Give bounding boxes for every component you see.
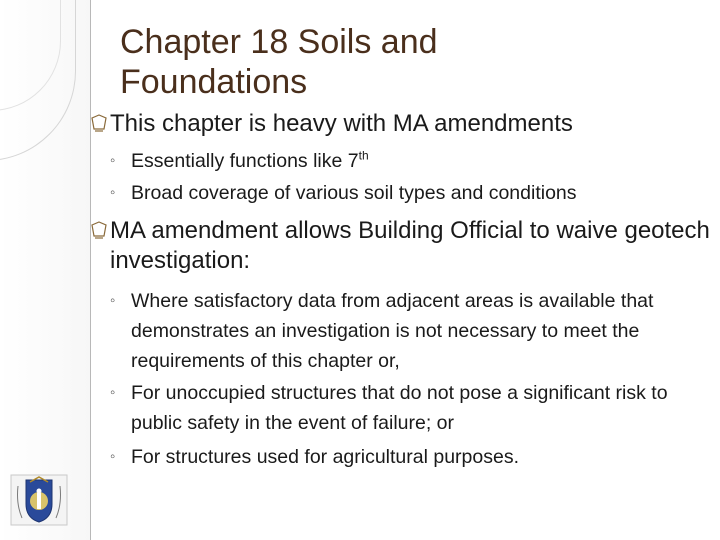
massachusetts-seal-icon [10,474,68,526]
superscript-text: th [358,148,369,163]
subbullet-broad-coverage [110,178,710,208]
bullet-text: This chapter is heavy with MA amendments [110,110,573,137]
bullet-chapter-amendments [90,109,700,139]
subbullet-marker: ◦ [110,184,116,201]
subbullet-text: Where satisfactory data from adjacent areas is available that demonstrates an investigation is not necessary to meet the requirements of this chapter or, [131,290,654,372]
subbullet-essentially-functions [110,146,710,176]
subbullet-unoccupied-structures [110,378,718,438]
bullet-ma-amendment [90,216,715,276]
subbullet-text: Broad coverage of various soil types and conditions [131,182,577,204]
bullet-text: MA amendment allows Building Official to waive geotech investigation: [110,217,710,274]
subbullet-marker: ◦ [110,292,116,309]
subbullet-marker: ◦ [110,152,116,169]
subbullet-marker: ◦ [110,384,116,401]
subbullet-marker: ◦ [110,448,116,465]
subbullet-text: For unoccupied structures that do not pose a significant risk to public safety in the event of failure; or [131,382,668,434]
subbullet-satisfactory-data [110,286,718,376]
subbullet-text: Essentially functions like 7 [131,150,359,172]
subbullet-agricultural [110,442,710,472]
bullet-marker-icon [90,220,108,250]
slide-title: Chapter 18 Soils and Foundations [120,23,438,101]
bullet-marker-icon [90,113,108,143]
subbullet-text: For structures used for agricultural purposes. [131,446,520,468]
